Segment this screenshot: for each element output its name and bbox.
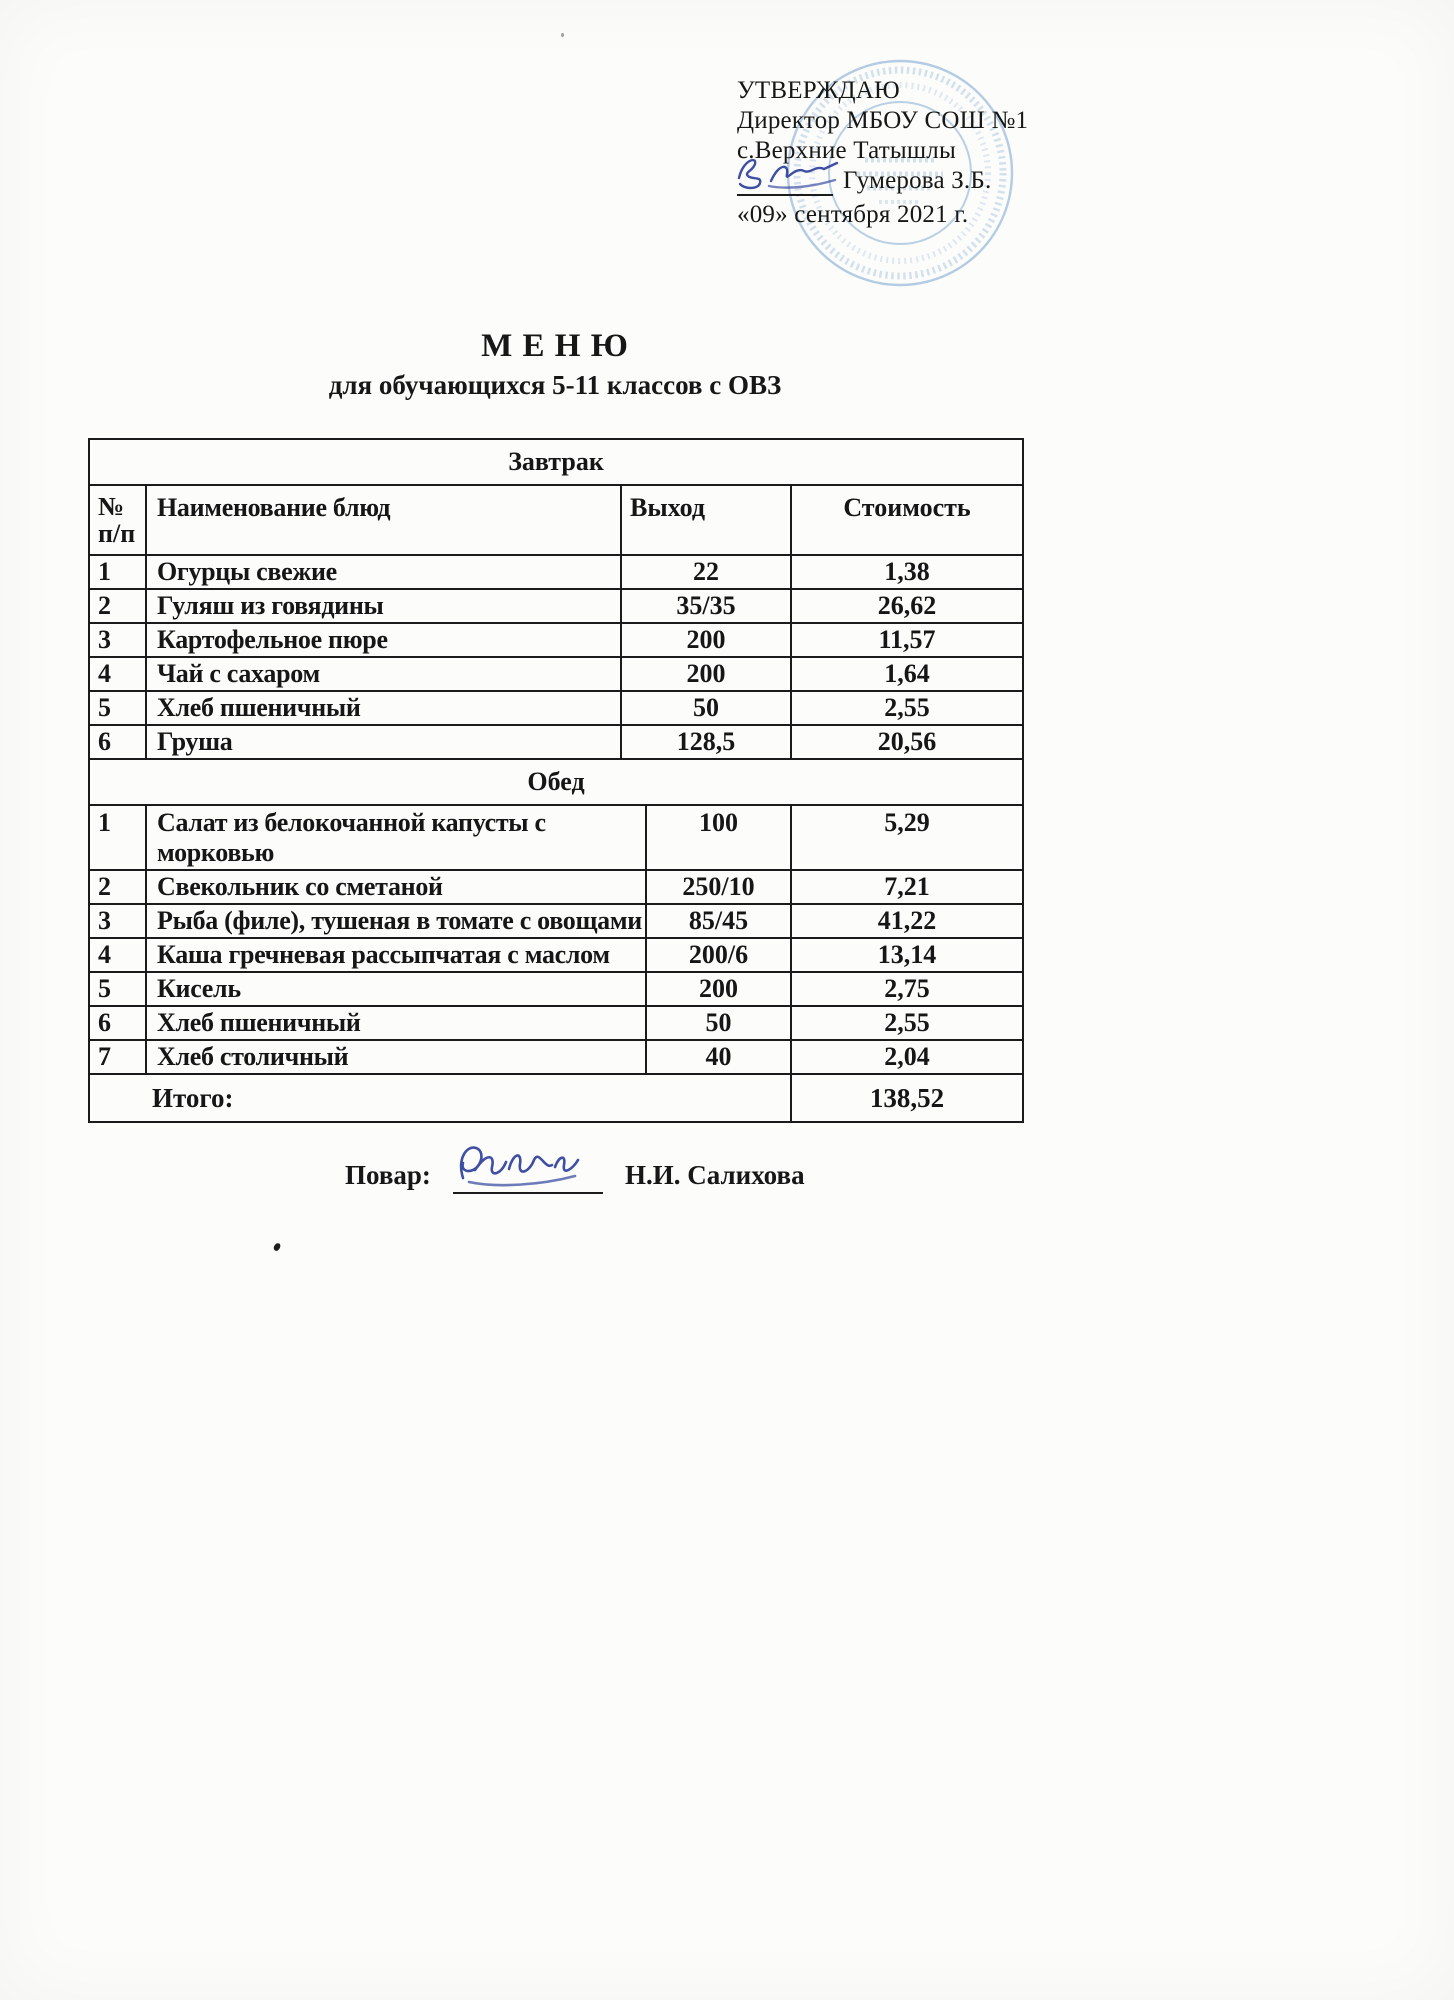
menu-row: [89, 904, 1023, 938]
page-title: М Е Н Ю: [481, 328, 629, 364]
dish-number: 3: [89, 623, 146, 657]
dish-number: 1: [89, 805, 146, 870]
header-cost: Стоимость: [791, 485, 1023, 555]
dish-name: Картофельное пюре: [146, 623, 621, 657]
scan-speck: [561, 33, 564, 37]
cook-signature: [449, 1138, 609, 1194]
approval-block: [737, 76, 1028, 230]
menu-table: [88, 438, 1022, 1123]
dish-output: 250/10: [646, 870, 791, 904]
dish-name: Огурцы свежие: [146, 555, 621, 589]
menu-row: [89, 805, 1023, 870]
approval-director-line: Директор МБОУ СОШ №1: [737, 107, 1029, 134]
menu-row: [89, 691, 1023, 725]
menu-row: [89, 1006, 1023, 1040]
dish-output: 100: [646, 805, 791, 870]
approval-village-line: с.Верхние Татышлы: [737, 137, 956, 164]
dish-output: 85/45: [646, 904, 791, 938]
approval-word: УТВЕРЖДАЮ: [737, 77, 900, 104]
dish-output: 22: [621, 555, 791, 589]
page-subtitle: для обучающихся 5-11 классов с ОВЗ: [328, 370, 782, 400]
director-signature: [731, 150, 851, 196]
dish-cost: 11,57: [791, 623, 1023, 657]
menu-row: [89, 725, 1023, 759]
section-row-breakfast: [89, 439, 1023, 485]
dish-output: 50: [646, 1006, 791, 1040]
dish-number: 4: [89, 938, 146, 972]
dish-name: Свекольник со сметаной: [146, 870, 646, 904]
dish-number: 6: [89, 725, 146, 759]
dish-name: Рыба (филе), тушеная в томате с овощами: [146, 904, 646, 938]
dish-name: Хлеб столичный: [146, 1040, 646, 1074]
approval-date-line: «09» сентября 2021 г.: [737, 201, 969, 228]
dish-number: 3: [89, 904, 146, 938]
dish-output: 200: [646, 972, 791, 1006]
dish-number: 5: [89, 691, 146, 725]
dish-name: Чай с сахаром: [146, 657, 621, 691]
dish-name: Салат из белокочанной капусты с морковью: [146, 805, 646, 870]
lunch-table: [88, 760, 1024, 1075]
dish-name: Хлеб пшеничный: [146, 691, 621, 725]
dish-cost: 7,21: [791, 870, 1023, 904]
dish-output: 35/35: [621, 589, 791, 623]
dish-cost: 2,75: [791, 972, 1023, 1006]
menu-row: [89, 1040, 1023, 1074]
dish-number: 4: [89, 657, 146, 691]
cook-signature-block: [345, 1152, 1045, 1222]
dish-output: 50: [621, 691, 791, 725]
dish-cost: 1,38: [791, 555, 1023, 589]
lunch-section-title: Обед: [89, 760, 1023, 805]
dish-name: Хлеб пшеничный: [146, 1006, 646, 1040]
dish-name: Гуляш из говядины: [146, 589, 621, 623]
dish-cost: 2,55: [791, 691, 1023, 725]
dish-number: 1: [89, 555, 146, 589]
director-name: Гумерова З.Б.: [843, 167, 992, 194]
dish-number: 7: [89, 1040, 146, 1074]
cook-name: Н.И. Салихова: [625, 1160, 805, 1190]
menu-row: [89, 972, 1023, 1006]
dish-output: 200: [621, 623, 791, 657]
dish-name: Каша гречневая рассыпчатая с маслом: [146, 938, 646, 972]
dish-number: 2: [89, 589, 146, 623]
dish-name: Груша: [146, 725, 621, 759]
approval-signature-row: [737, 166, 1028, 200]
menu-row: [89, 938, 1023, 972]
total-value: 138,52: [791, 1075, 1023, 1122]
header-output: Выход: [621, 485, 791, 555]
dish-number: 2: [89, 870, 146, 904]
dish-number: 6: [89, 1006, 146, 1040]
dish-name: Кисель: [146, 972, 646, 1006]
dish-output: 200: [621, 657, 791, 691]
menu-row: [89, 623, 1023, 657]
breakfast-section-title: Завтрак: [89, 439, 1023, 485]
header-number-line1: №: [98, 492, 125, 521]
dish-output: 128,5: [621, 725, 791, 759]
dish-cost: 41,22: [791, 904, 1023, 938]
dish-cost: 1,64: [791, 657, 1023, 691]
dish-output: 40: [646, 1040, 791, 1074]
header-number: [89, 485, 146, 555]
dish-cost: 2,04: [791, 1040, 1023, 1074]
total-label: Итого:: [89, 1075, 791, 1122]
document-title-block: [88, 328, 1022, 401]
breakfast-table: [88, 438, 1024, 760]
cook-label: Повар:: [345, 1160, 431, 1190]
menu-row: [89, 589, 1023, 623]
dish-number: 5: [89, 972, 146, 1006]
menu-row: [89, 555, 1023, 589]
column-header-row: [89, 485, 1023, 555]
dish-cost: 5,29: [791, 805, 1023, 870]
dish-cost: 26,62: [791, 589, 1023, 623]
menu-row: [89, 870, 1023, 904]
menu-row: [89, 657, 1023, 691]
total-table: [88, 1075, 1024, 1123]
header-dish-name: Наименование блюд: [146, 485, 621, 555]
scan-speck: [273, 1242, 281, 1251]
section-row-lunch: [89, 760, 1023, 805]
total-row: [89, 1075, 1023, 1122]
header-number-line2: п/п: [98, 519, 136, 548]
dish-output: 200/6: [646, 938, 791, 972]
dish-cost: 13,14: [791, 938, 1023, 972]
dish-cost: 2,55: [791, 1006, 1023, 1040]
dish-cost: 20,56: [791, 725, 1023, 759]
